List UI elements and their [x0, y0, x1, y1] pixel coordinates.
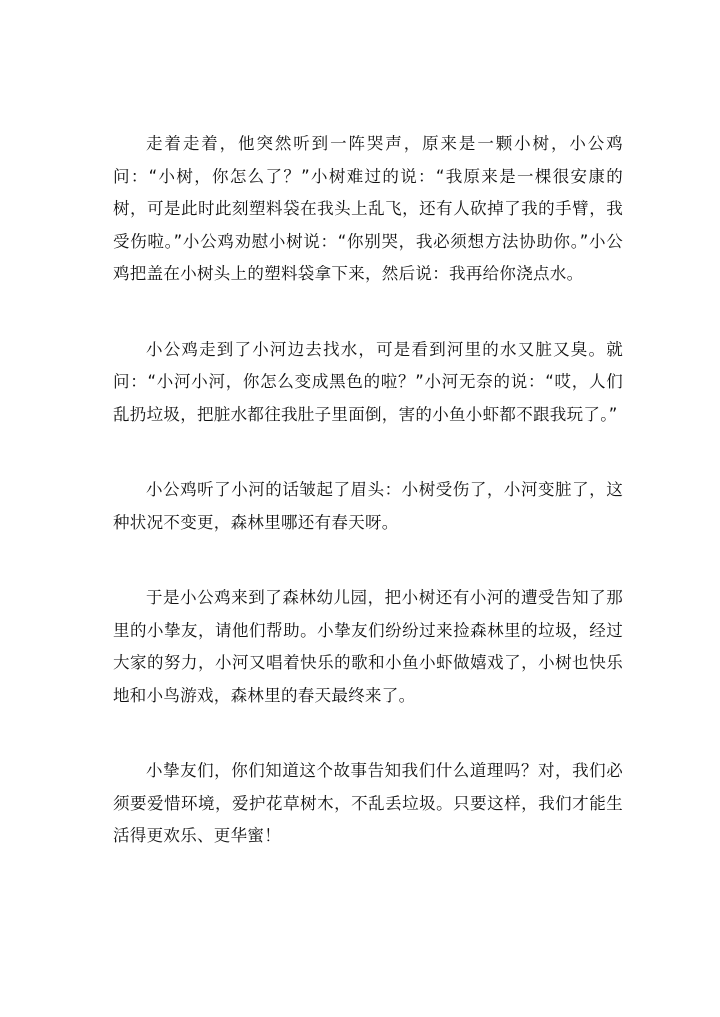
- paragraph-4: 于是小公鸡来到了森林幼儿园，把小树还有小河的遭受告知了那里的小挚友，请他们帮助。小挚友们纷纷过来捡森林里的垃圾，经过大家的努力，小河又唱着快乐的歌和小鱼小虾做嬉戏了，小树也快乐地和小鸟游戏，森林里的春天最终来了。: [113, 588, 623, 705]
- paragraph-1: 走着走着，他突然听到一阵哭声，原来是一颗小树，小公鸡问：“小树，你怎么了？”小树难过的说：“我原来是一棵很安康的树，可是此时此刻塑料袋在我头上乱飞，还有人砍掉了我的手臂，我受伤啦。”小公鸡劝慰小树说：“你别哭，我必须想方法协助你。”小公鸡把盖在小树头上的塑料袋拿下来，然后说：我再给你浇点水。: [113, 134, 623, 283]
- paragraph-5: 小挚友们，你们知道这个故事告知我们什么道理吗？对，我们必须要爱惜环境，爱护花草树木，不乱丢垃圾。只要这样，我们才能生活得更欢乐、更华蜜！: [113, 761, 623, 845]
- paragraph-3: 小公鸡听了小河的话皱起了眉头：小树受伤了，小河变脏了，这种状况不变更，森林里哪还有春天呀。: [113, 480, 623, 532]
- document-body: [113, 128, 623, 896]
- paragraph-2: 小公鸡走到了小河边去找水，可是看到河里的水又脏又臭。就问：“小河小河，你怎么变成黑色的啦？”小河无奈的说：“哎，人们乱扔垃圾，把脏水都往我肚子里面倒，害的小鱼小虾都不跟我玩了。”: [113, 339, 623, 424]
